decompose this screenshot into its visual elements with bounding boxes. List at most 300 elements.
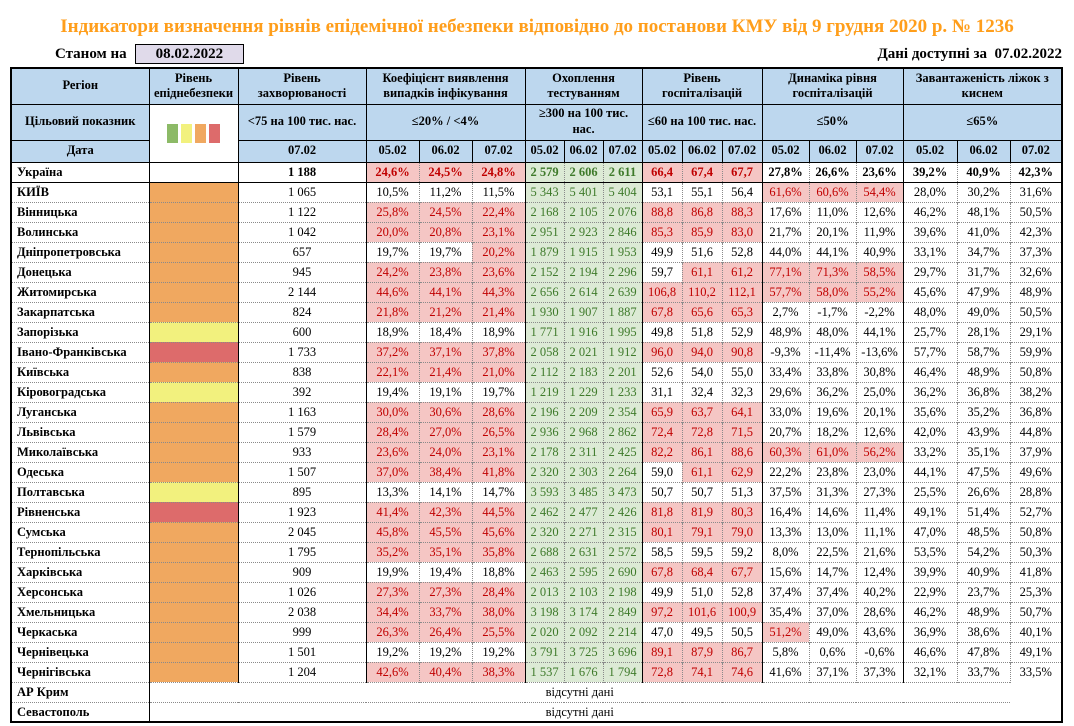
beds-cell: 32,1% [903,662,957,682]
beds-cell: 46,4% [903,362,957,382]
date-header: 06.02 [957,140,1010,162]
dynamics-cell: 44,1% [856,322,903,342]
hosp-cell: 50,5 [722,622,762,642]
beds-cell: 36,8% [957,382,1010,402]
cell [11,68,1062,104]
dynamics-cell: 49,0% [809,622,856,642]
beds-cell: 47,0% [903,522,957,542]
beds-cell: 48,5% [957,522,1010,542]
testing-cell: 2 936 [525,422,564,442]
dynamics-cell: 13,0% [809,522,856,542]
dynamics-cell: 37,5% [762,482,809,502]
detection-cell: 37,8% [472,342,525,362]
column-header-beds: Завантаженість ліжок з киснем [903,68,1062,104]
dynamics-cell: 48,0% [809,322,856,342]
hosp-cell: 94,0 [682,342,722,362]
dynamics-cell: 57,7% [762,282,809,302]
detection-cell: 19,4% [419,562,472,582]
hosp-cell: 71,5 [722,422,762,442]
detection-cell: 19,2% [472,642,525,662]
hosp-cell: 67,8 [642,562,682,582]
beds-cell: 33,5% [1010,662,1062,682]
detection-cell: 23,8% [419,262,472,282]
detection-cell: 34,4% [366,602,419,622]
hosp-cell: 64,1 [722,402,762,422]
detection-cell: 27,3% [419,582,472,602]
detection-cell: 20,2% [472,242,525,262]
testing-cell: 2 862 [603,422,642,442]
beds-cell: 28,8% [1010,482,1062,502]
dynamics-cell: 58,5% [856,262,903,282]
dynamics-cell: 23,8% [809,462,856,482]
table-row [11,282,1062,302]
hosp-cell: 81,8 [642,502,682,522]
detection-cell: 21,8% [366,302,419,322]
detection-cell: 30,6% [419,402,472,422]
beds-cell: 33,1% [903,242,957,262]
incidence-cell: 933 [238,442,366,462]
testing-cell: 2 303 [564,462,603,482]
hosp-cell: 52,9 [722,322,762,342]
dynamics-cell: 18,2% [809,422,856,442]
testing-cell: 2 264 [603,462,642,482]
hosp-cell: 32,3 [722,382,762,402]
no-data-cell: відсутні дані [149,702,1010,722]
region-cell: Чернівецька [11,642,149,662]
hosp-cell: 50,7 [682,482,722,502]
testing-cell: 1 219 [525,382,564,402]
table-row [11,662,1062,682]
beds-cell: 41,0% [957,222,1010,242]
date-header: 05.02 [525,140,564,162]
detection-cell: 42,3% [419,502,472,522]
dynamics-cell: -9,3% [762,342,809,362]
region-cell: Волинська [11,222,149,242]
hosp-cell: 52,8 [722,582,762,602]
incidence-cell: 999 [238,622,366,642]
detection-cell: 40,4% [419,662,472,682]
beds-cell: 50,5% [1010,302,1062,322]
testing-cell: 3 473 [603,482,642,502]
testing-cell: 2 296 [603,262,642,282]
testing-cell: 1 912 [603,342,642,362]
testing-cell: 2 320 [525,462,564,482]
beds-cell: 33,2% [903,442,957,462]
beds-cell: 39,2% [903,162,957,182]
testing-cell: 2 209 [564,402,603,422]
hosp-cell: 67,7 [722,562,762,582]
dynamics-cell: 17,6% [762,202,809,222]
hosp-cell: 67,4 [682,162,722,182]
dynamics-cell: 37,0% [809,602,856,622]
epidemic-level-cell [149,382,238,402]
beds-cell: 29,7% [903,262,957,282]
dynamics-cell: 54,4% [856,182,903,202]
testing-cell: 2 595 [564,562,603,582]
beds-cell: 25,5% [903,482,957,502]
dynamics-cell: 43,6% [856,622,903,642]
region-cell: Україна [11,162,149,182]
detection-cell: 37,1% [419,342,472,362]
beds-cell: 49,6% [1010,462,1062,482]
beds-cell: 49,0% [957,302,1010,322]
beds-cell: 33,7% [957,662,1010,682]
detection-cell: 44,5% [472,502,525,522]
data-available-note [877,46,1062,63]
dynamics-cell: 33,4% [762,362,809,382]
target-detection: ≤20% / <4% [366,104,525,140]
dynamics-cell: -11,4% [809,342,856,362]
dynamics-cell: 44,0% [762,242,809,262]
testing-cell: 2 112 [525,362,564,382]
region-cell: Чернігівська [11,662,149,682]
region-cell: Луганська [11,402,149,422]
detection-cell: 19,7% [472,382,525,402]
beds-cell: 50,7% [1010,602,1062,622]
hosp-cell: 86,7 [722,642,762,662]
hosp-cell: 88,3 [722,202,762,222]
as-of-date: 08.02.2022 [135,44,245,64]
detection-cell: 14,7% [472,482,525,502]
testing-cell: 2 168 [525,202,564,222]
dynamics-cell: 33,0% [762,402,809,422]
detection-cell: 24,8% [472,162,525,182]
dynamics-cell: 48,9% [762,322,809,342]
testing-cell: 1 916 [564,322,603,342]
incidence-cell: 1 188 [238,162,366,182]
dynamics-cell: -0,6% [856,642,903,662]
beds-cell: 23,7% [957,582,1010,602]
incidence-cell: 2 144 [238,282,366,302]
detection-cell: 23,1% [472,442,525,462]
hosp-cell: 65,6 [682,302,722,322]
hosp-cell: 66,4 [642,162,682,182]
hosp-cell: 82,2 [642,442,682,462]
testing-cell: 2 320 [525,522,564,542]
testing-cell: 1 537 [525,662,564,682]
detection-cell: 19,2% [366,642,419,662]
beds-cell: 48,9% [957,602,1010,622]
hosp-cell: 51,0 [682,582,722,602]
incidence-cell: 1 065 [238,182,366,202]
table-body [11,162,1062,722]
testing-cell: 1 995 [603,322,642,342]
beds-cell: 50,3% [1010,542,1062,562]
testing-cell: 1 915 [564,242,603,262]
hosp-cell: 62,9 [722,462,762,482]
hosp-cell: 74,6 [722,662,762,682]
detection-cell: 21,4% [472,302,525,322]
column-header-hosp: Рівень госпіталізацій [642,68,762,104]
beds-cell: 53,5% [903,542,957,562]
dynamics-cell: -13,6% [856,342,903,362]
testing-cell: 2 183 [564,362,603,382]
detection-cell: 21,2% [419,302,472,322]
testing-cell: 2 690 [603,562,642,582]
row-label-date: Дата [11,140,149,162]
detection-cell: 26,5% [472,422,525,442]
beds-cell: 48,0% [903,302,957,322]
beds-cell: 35,1% [957,442,1010,462]
testing-cell: 2 426 [603,502,642,522]
table-row [11,222,1062,242]
dynamics-cell: 12,6% [856,202,903,222]
detection-cell: 26,3% [366,622,419,642]
dynamics-cell: 37,3% [856,662,903,682]
dynamics-cell: 37,1% [809,662,856,682]
table-row [11,342,1062,362]
epidemic-level-cell [149,462,238,482]
testing-cell: 2 572 [603,542,642,562]
detection-cell: 22,1% [366,362,419,382]
cell [11,104,1062,140]
legend-swatch-1 [181,124,192,143]
dynamics-cell: 56,2% [856,442,903,462]
detection-cell: 20,0% [366,222,419,242]
testing-cell: 1 930 [525,302,564,322]
region-cell: КИЇВ [11,182,149,202]
incidence-cell: 1 923 [238,502,366,522]
testing-cell: 2 092 [564,622,603,642]
beds-cell: 39,6% [903,222,957,242]
testing-cell: 2 688 [525,542,564,562]
beds-cell: 48,9% [1010,282,1062,302]
dynamics-cell: 41,6% [762,662,809,682]
epidemic-level-cell [149,322,238,342]
dynamics-cell: 51,2% [762,622,809,642]
hosp-cell: 100,9 [722,602,762,622]
testing-cell: 2 614 [564,282,603,302]
available-label: Дані доступні за [877,45,987,62]
detection-cell: 37,0% [366,462,419,482]
region-cell: АР Крим [11,682,149,702]
hosp-cell: 56,4 [722,182,762,202]
beds-cell: 29,1% [1010,322,1062,342]
incidence-cell: 838 [238,362,366,382]
detection-cell: 45,6% [472,522,525,542]
dynamics-cell: -1,7% [809,302,856,322]
epidemic-level-cell [149,242,238,262]
region-cell: Одеська [11,462,149,482]
beds-cell: 36,9% [903,622,957,642]
detection-cell: 18,9% [472,322,525,342]
dynamics-cell: 20,1% [809,222,856,242]
column-header-incidence: Рівень захворюваності [238,68,366,104]
incidence-cell: 657 [238,242,366,262]
testing-cell: 2 311 [564,442,603,462]
detection-cell: 19,9% [366,562,419,582]
testing-cell: 2 178 [525,442,564,462]
hosp-cell: 53,1 [642,182,682,202]
incidence-cell: 1 163 [238,402,366,422]
testing-cell: 3 174 [564,602,603,622]
testing-cell: 1 953 [603,242,642,262]
legend-swatch-3 [209,124,220,143]
beds-cell: 58,7% [957,342,1010,362]
region-cell: Хмельницька [11,602,149,622]
testing-cell: 5 343 [525,182,564,202]
testing-cell: 2 425 [603,442,642,462]
incidence-cell: 600 [238,322,366,342]
epidemic-level-cell [149,402,238,422]
table-row [11,682,1062,702]
testing-cell: 2 105 [564,202,603,222]
beds-cell: 37,3% [1010,242,1062,262]
table-row [11,242,1062,262]
epidemic-level-cell [149,562,238,582]
detection-cell: 28,4% [472,582,525,602]
detection-cell: 44,6% [366,282,419,302]
hosp-cell: 80,3 [722,502,762,522]
table-row [11,182,1062,202]
detection-cell: 38,3% [472,662,525,682]
beds-cell: 47,9% [957,282,1010,302]
date-header: 07.02 [472,140,525,162]
dynamics-cell: 26,6% [809,162,856,182]
testing-cell: 1 887 [603,302,642,322]
region-cell: Рівненська [11,502,149,522]
table-row [11,582,1062,602]
region-cell: Львівська [11,422,149,442]
table-row [11,442,1062,462]
hosp-cell: 83,0 [722,222,762,242]
column-header-level: Рівень епіднебезпеки [149,68,238,104]
detection-cell: 41,8% [472,462,525,482]
hosp-cell: 52,6 [642,362,682,382]
incidence-cell: 1 501 [238,642,366,662]
dynamics-cell: 11,4% [856,502,903,522]
region-cell: Кіровоградська [11,382,149,402]
testing-cell: 2 631 [564,542,603,562]
hosp-cell: 110,2 [682,282,722,302]
testing-cell: 2 846 [603,222,642,242]
epidemic-level-cell [149,662,238,682]
table-row [11,382,1062,402]
testing-cell: 1 676 [564,662,603,682]
table-row [11,502,1062,522]
hosp-cell: 89,1 [642,642,682,662]
testing-cell: 2 951 [525,222,564,242]
detection-cell: 44,1% [419,282,472,302]
dynamics-cell: 71,3% [809,262,856,282]
dynamics-cell: 27,3% [856,482,903,502]
hosp-cell: 68,4 [682,562,722,582]
testing-cell: 2 271 [564,522,603,542]
hosp-cell: 72,8 [642,662,682,682]
hosp-cell: 59,7 [642,262,682,282]
detection-cell: 18,9% [366,322,419,342]
detection-cell: 19,2% [419,642,472,662]
dynamics-cell: 40,9% [856,242,903,262]
dynamics-cell: 14,7% [809,562,856,582]
table-row [11,642,1062,662]
region-cell: Закарпатська [11,302,149,322]
testing-cell: 1 229 [564,382,603,402]
epidemic-level-cell [149,282,238,302]
detection-cell: 24,6% [366,162,419,182]
beds-cell: 48,9% [957,362,1010,382]
detection-cell: 19,4% [366,382,419,402]
detection-cell: 37,2% [366,342,419,362]
incidence-cell: 1 042 [238,222,366,242]
region-cell: Дніпропетровська [11,242,149,262]
detection-cell: 28,6% [472,402,525,422]
detection-cell: 41,4% [366,502,419,522]
hosp-cell: 51,3 [722,482,762,502]
dynamics-cell: 22,2% [762,462,809,482]
hosp-cell: 79,0 [722,522,762,542]
testing-cell: 2 354 [603,402,642,422]
dynamics-cell: 21,7% [762,222,809,242]
epidemic-level-legend [151,124,237,143]
table-row [11,302,1062,322]
dynamics-cell: 60,6% [809,182,856,202]
hosp-cell: 49,9 [642,242,682,262]
epidemic-level-cell [149,542,238,562]
beds-cell: 47,5% [957,462,1010,482]
dynamics-cell: 0,6% [809,642,856,662]
dynamics-cell: 20,7% [762,422,809,442]
dynamics-cell: 11,9% [856,222,903,242]
testing-cell: 2 058 [525,342,564,362]
hosp-cell: 85,9 [682,222,722,242]
detection-cell: 35,2% [366,542,419,562]
hosp-cell: 59,5 [682,542,722,562]
beds-cell: 35,6% [903,402,957,422]
hosp-cell: 80,1 [642,522,682,542]
dynamics-cell: 12,6% [856,422,903,442]
beds-cell: 51,4% [957,502,1010,522]
dynamics-cell: 37,4% [809,582,856,602]
legend-swatch-2 [195,124,206,143]
dynamics-cell: 25,0% [856,382,903,402]
detection-cell: 21,4% [419,362,472,382]
detection-cell: 45,5% [419,522,472,542]
detection-cell: 26,4% [419,622,472,642]
beds-cell: 26,6% [957,482,1010,502]
table-row [11,202,1062,222]
hosp-cell: 58,5 [642,542,682,562]
testing-cell: 2 103 [564,582,603,602]
detection-cell: 13,3% [366,482,419,502]
table-header [11,68,1062,162]
column-header-testing: Охоплення тестуванням [525,68,642,104]
as-of-label: Станом на [55,45,127,62]
epidemic-level-cell [149,222,238,242]
beds-cell: 44,1% [903,462,957,482]
detection-cell: 27,0% [419,422,472,442]
beds-cell: 46,6% [903,642,957,662]
incidence-cell: 1 026 [238,582,366,602]
hosp-cell: 51,6 [682,242,722,262]
hosp-cell: 47,0 [642,622,682,642]
date-header: 05.02 [762,140,809,162]
detection-cell: 28,4% [366,422,419,442]
dynamics-cell: -2,2% [856,302,903,322]
detection-cell: 38,4% [419,462,472,482]
table-row [11,262,1062,282]
detection-cell: 21,0% [472,362,525,382]
hosp-cell: 52,8 [722,242,762,262]
dynamics-cell: 29,6% [762,382,809,402]
testing-cell: 2 923 [564,222,603,242]
dynamics-cell: 2,7% [762,302,809,322]
testing-cell: 2 152 [525,262,564,282]
detection-cell: 30,0% [366,402,419,422]
testing-cell: 3 485 [564,482,603,502]
available-date: 07.02.2022 [994,45,1062,62]
detection-cell: 20,8% [419,222,472,242]
